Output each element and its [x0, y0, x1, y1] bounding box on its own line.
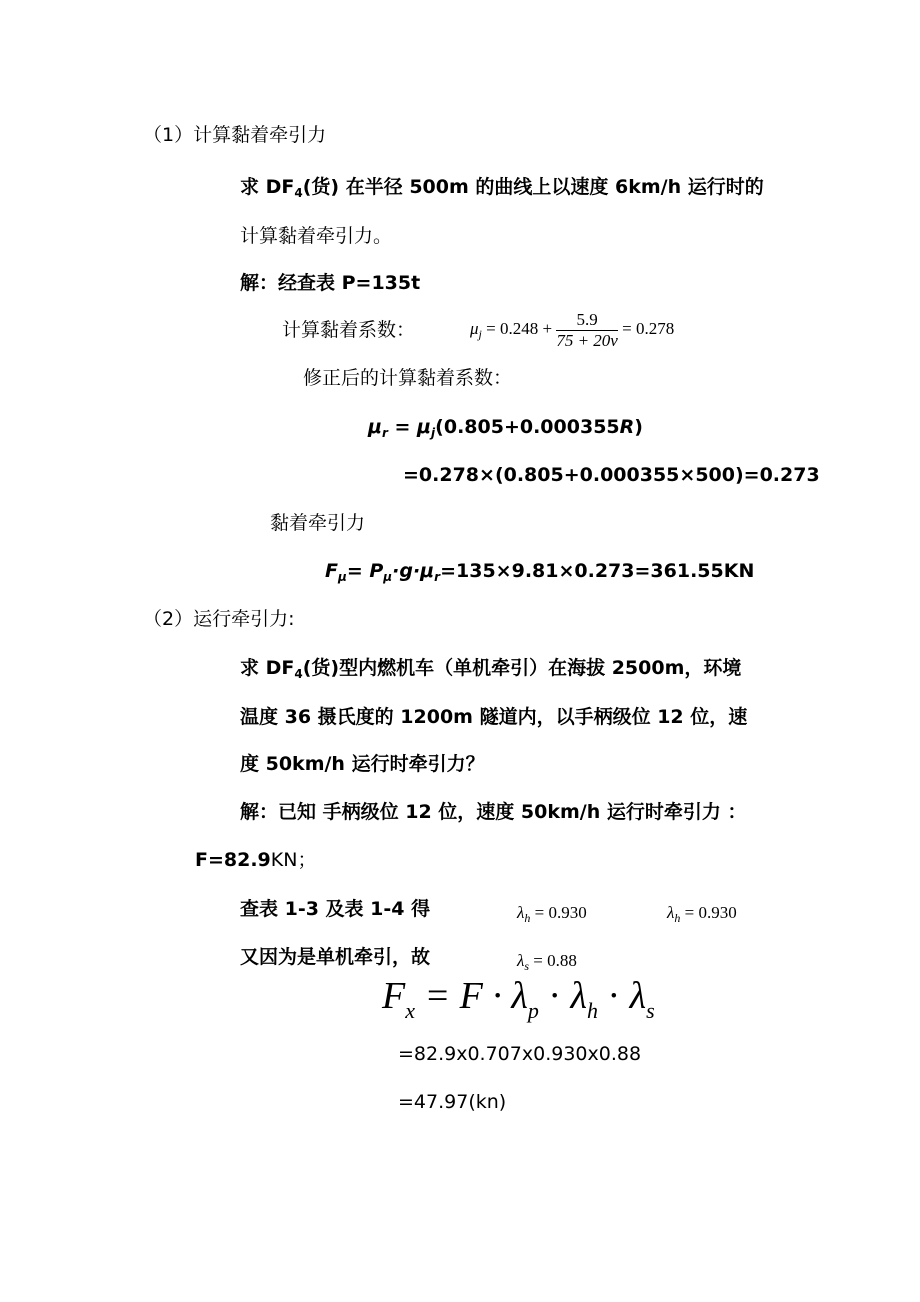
mu-r-formula [368, 414, 643, 440]
lambda-s-value [517, 948, 577, 974]
lambda-s-symbol: λ [629, 975, 647, 1017]
mu-j-symbol: μ [470, 319, 479, 338]
lambda-s-big-sub: s [646, 998, 655, 1023]
lambda-h-sub: h [674, 911, 681, 925]
mu-j-result: = 0.278 [617, 319, 675, 338]
f-result: =135×9.81×0.273=361.55KN [440, 560, 755, 582]
section1-question-line2: 计算黏着牵引力。 [240, 225, 393, 247]
formula-dot: · [538, 975, 571, 1017]
mu-r-eq: = μ [387, 416, 432, 438]
single-unit-label: 又因为是单机牵引，故 [240, 946, 431, 968]
p-sub: μ [383, 570, 393, 584]
mu-r-j-sub: j [431, 426, 436, 440]
lambda-symbol: λ [667, 903, 675, 922]
traction-value-number: F=82.9 [195, 849, 271, 871]
q2-text-b: (货)型内燃机车（单机牵引）在海拔 2500m，环境 [302, 657, 742, 679]
lambda-p-symbol: λ [511, 975, 528, 1017]
q1-text-b: (货) 在半径 500m 的曲线上以速度 6km/h 运行时的 [302, 176, 764, 198]
mu-j-sub: j [478, 327, 482, 341]
lambda-h-val: = 0.930 [680, 903, 737, 922]
section2-question-line3: 度 50km/h 运行时牵引力？ [240, 753, 485, 775]
mu-j-eq: = 0.248 + [481, 319, 557, 338]
f-sub: μ [337, 570, 347, 584]
section2-heading: （2）运行牵引力: [143, 608, 295, 630]
fx-symbol: F [382, 975, 406, 1017]
section2-question-line2: 温度 36 摄氏度的 1200m 隧道内，以手柄级位 12 位，速 [240, 706, 748, 728]
section1-question-line1 [240, 174, 764, 200]
lambda-p-sub: p [527, 998, 539, 1023]
traction-value-unit: KN； [270, 849, 317, 871]
mu-r-calculation: =0.278×(0.805+0.000355×500)=0.273 [403, 464, 820, 486]
section2-solution: 解：已知 手柄级位 12 位，速度 50km/h 运行时牵引力 ： [240, 801, 747, 823]
lambda-s-sub: s [524, 959, 530, 973]
frac-denominator: 75 + 20v [556, 330, 618, 350]
q1-sub: 4 [294, 186, 303, 200]
f-eq-p: = P [346, 560, 384, 582]
q1-text-a: 求 DF [240, 176, 295, 198]
lambda-h-value-1 [517, 900, 587, 926]
lambda-h-sub: h [524, 911, 531, 925]
traction-value [195, 847, 316, 873]
lambda-h-value-2 [667, 900, 737, 926]
lookup-label: 查表 1-3 及表 1-4 得 [240, 898, 431, 920]
section1-solution [240, 270, 420, 296]
q2-text-a: 求 DF [240, 657, 295, 679]
mu-j-formula [470, 307, 674, 351]
mu-r-close: ) [634, 416, 643, 438]
calculation-line1: =82.9x0.707x0.930x0.88 [398, 1043, 642, 1065]
coefficient-label: 计算黏着系数： [282, 319, 416, 341]
formula-dot: · [597, 975, 630, 1017]
f-g-mu: ·g·μ [392, 560, 435, 582]
mu-sub: r [434, 570, 441, 584]
mu-r-R: R [619, 416, 635, 438]
fx-sub: x [405, 998, 415, 1023]
section2-question-line1 [240, 655, 741, 681]
traction-formula [382, 974, 655, 1023]
mu-r-sub: r [381, 426, 388, 440]
lambda-h-symbol: λ [570, 975, 587, 1017]
formula-eq: = F · [414, 975, 512, 1017]
mu-r-symbol: μ [368, 416, 382, 438]
f-symbol: F [325, 560, 338, 582]
adhesion-force-formula [325, 558, 754, 584]
mu-j-fraction [556, 311, 618, 350]
lambda-symbol: λ [517, 951, 525, 970]
lambda-symbol: λ [517, 903, 525, 922]
mu-r-expr: (0.805+0.000355 [435, 416, 620, 438]
sol1-text: 解：经查表 P=135t [240, 272, 421, 294]
lambda-h-big-sub: h [586, 998, 598, 1023]
adhesion-force-label: 黏着牵引力 [270, 512, 366, 534]
section1-heading: （1）计算黏着牵引力 [143, 124, 327, 146]
lambda-s-val: = 0.88 [529, 951, 577, 970]
corrected-coefficient-label: 修正后的计算黏着系数： [303, 367, 513, 389]
lambda-h-val: = 0.930 [530, 903, 587, 922]
q2-sub: 4 [294, 667, 303, 681]
calculation-line2: =47.97(kn) [398, 1091, 507, 1113]
frac-numerator: 5.9 [556, 311, 618, 331]
